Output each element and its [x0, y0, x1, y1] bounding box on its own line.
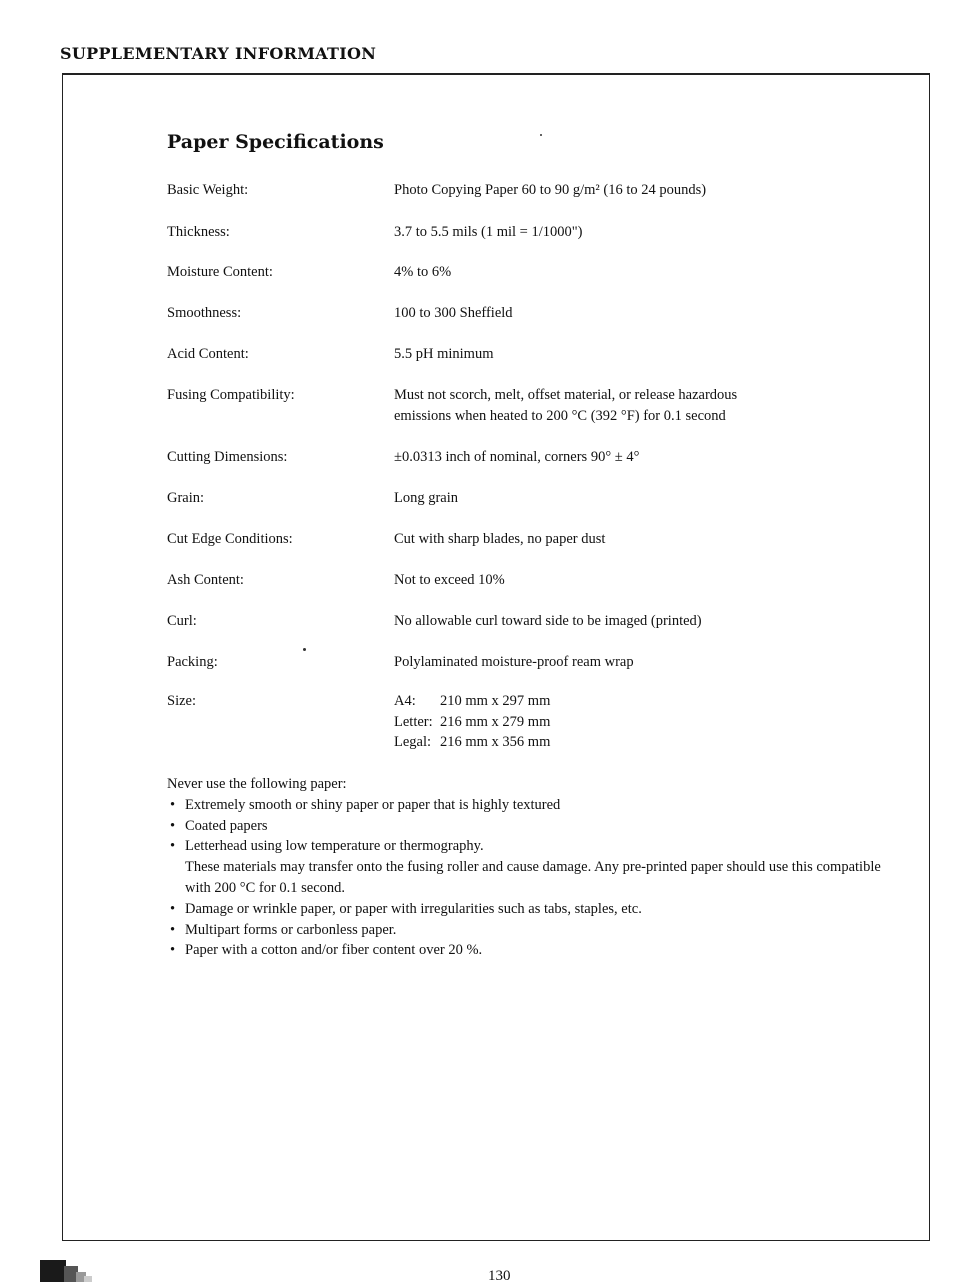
spec-value: 5.5 pH minimum	[394, 346, 494, 362]
spec-value	[394, 385, 914, 426]
notes-intro: Never use the following paper:	[167, 776, 347, 792]
spec-value	[394, 691, 914, 753]
list-item	[167, 836, 887, 898]
spec-value: Photo Copying Paper 60 to 90 g/m² (16 to 24 pounds)	[394, 182, 707, 198]
size-name: Letter:	[394, 713, 433, 730]
spec-label: Curl:	[167, 613, 197, 629]
spec-label: Ash Content:	[167, 572, 244, 588]
bullet-icon: •	[170, 817, 176, 834]
size-table	[394, 691, 550, 753]
spec-label: Cutting Dimensions:	[167, 449, 288, 465]
spec-label: Fusing Compatibility:	[167, 387, 295, 403]
spec-value: Polylaminated moisture-proof ream wrap	[394, 654, 634, 670]
scan-speck	[303, 648, 306, 651]
spec-value: 3.7 to 5.5 mils (1 mil = 1/1000")	[394, 224, 583, 240]
spec-label: Thickness:	[167, 224, 230, 240]
spec-value: 4% to 6%	[394, 264, 452, 280]
page-title: Paper Specifications	[167, 131, 384, 153]
bullet-icon: •	[170, 942, 176, 959]
spec-value-line: Must not scorch, melt, offset material, or release hazardous	[394, 387, 738, 403]
spec-value: Not to exceed 10%	[394, 572, 505, 588]
spec-label: Size:	[167, 693, 196, 709]
list-item	[167, 816, 887, 837]
spec-value: Cut with sharp blades, no paper dust	[394, 531, 606, 547]
list-item-text: Multipart forms or carbonless paper.	[185, 921, 397, 938]
spec-value-line: emissions when heated to 200 °C (392 °F) for 0.1 second	[394, 407, 726, 424]
list-item	[167, 899, 887, 920]
list-item	[167, 795, 887, 816]
bullet-icon: •	[170, 838, 176, 855]
size-row	[394, 691, 550, 712]
list-item-text: Damage or wrinkle paper, or paper with irregularities such as tabs, staples, etc.	[185, 900, 642, 917]
notes-list	[167, 795, 887, 961]
size-name: Legal:	[394, 734, 432, 750]
bullet-icon: •	[170, 921, 176, 938]
list-item-continuation: These materials may transfer onto the fusing roller and cause damage. Any pre-printed paper should use this compatible with 200 °C for 0.1 second.	[185, 859, 881, 896]
bullet-icon: •	[170, 900, 176, 917]
spec-value: 100 to 300 Sheffield	[394, 305, 513, 321]
page-number: 130	[488, 1268, 511, 1284]
list-item-text: Extremely smooth or shiny paper or paper that is highly textured	[185, 796, 561, 813]
spec-label: Packing:	[167, 654, 218, 670]
scan-speck	[540, 134, 542, 136]
list-item-text: Coated papers	[185, 817, 268, 834]
bullet-icon: •	[170, 796, 176, 813]
spec-label: Moisture Content:	[167, 264, 273, 280]
spec-label: Acid Content:	[167, 346, 249, 362]
list-item-text: Paper with a cotton and/or fiber content over 20 %.	[185, 942, 483, 959]
list-item	[167, 920, 887, 941]
spec-label: Basic Weight:	[167, 182, 249, 198]
size-dims: 216 mm x 279 mm	[440, 713, 551, 730]
spec-label: Grain:	[167, 490, 205, 506]
size-dims: 210 mm x 297 mm	[440, 693, 551, 709]
spec-value: No allowable curl toward side to be imaged (printed)	[394, 613, 702, 629]
spec-value: ±0.0313 inch of nominal, corners 90° ± 4°	[394, 449, 640, 465]
list-item	[167, 940, 887, 961]
size-row	[394, 712, 550, 733]
size-dims: 216 mm x 356 mm	[440, 734, 551, 750]
size-name: A4:	[394, 693, 416, 709]
size-row	[394, 732, 550, 753]
notes-section	[167, 774, 887, 961]
section-header: SUPPLEMENTARY INFORMATION	[60, 44, 377, 63]
scan-artifact	[40, 1256, 100, 1282]
spec-value: Long grain	[394, 490, 459, 506]
spec-label: Cut Edge Conditions:	[167, 531, 293, 547]
spec-label: Smoothness:	[167, 305, 242, 321]
list-item-text: Letterhead using low temperature or thermography.	[185, 838, 484, 855]
